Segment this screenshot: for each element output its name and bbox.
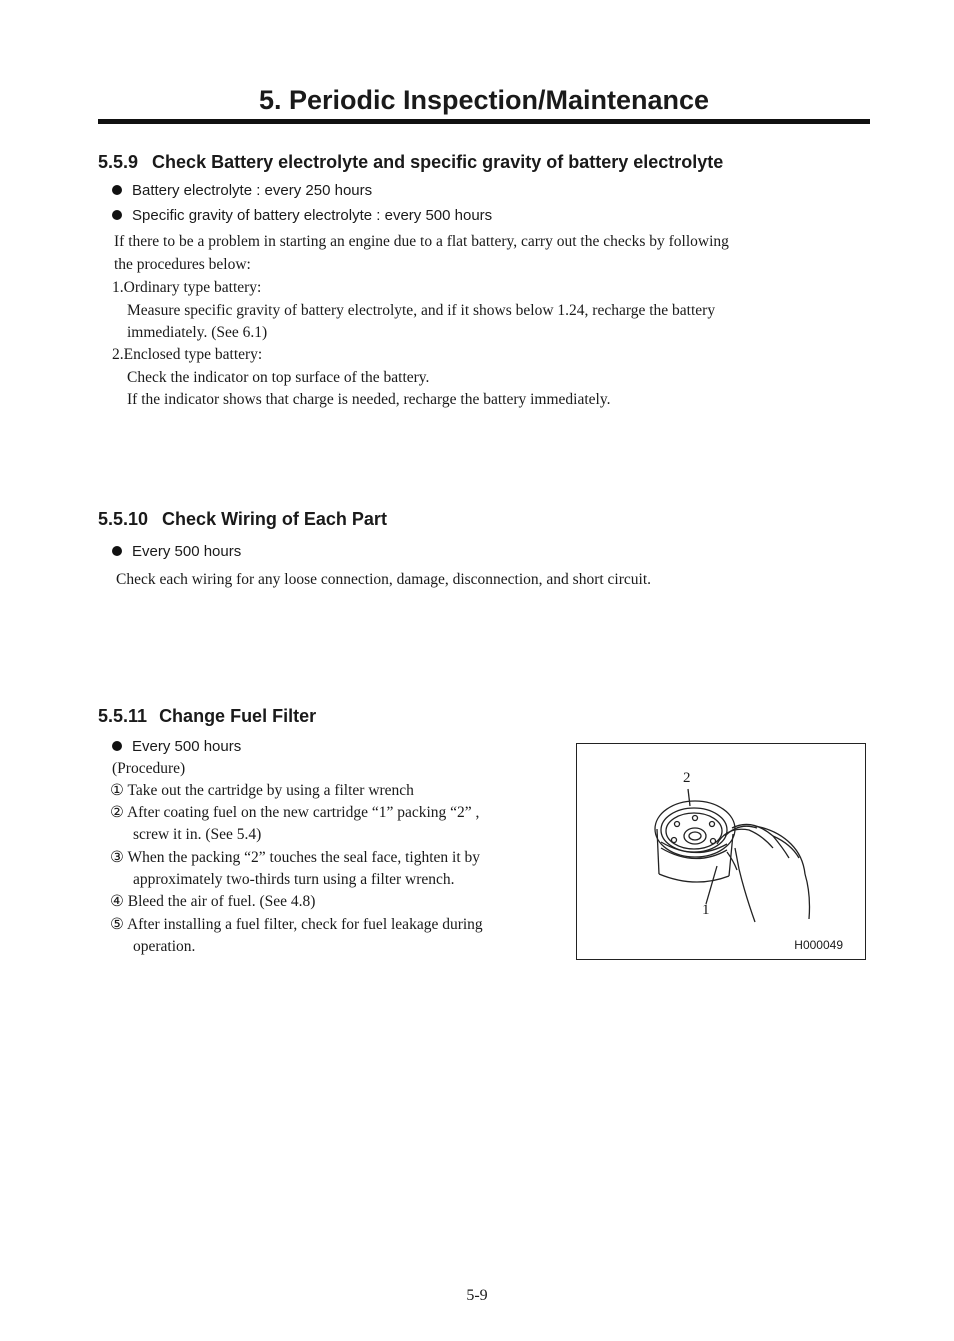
section-title: Change Fuel Filter [159, 706, 317, 726]
bullet-icon [112, 210, 122, 220]
bullet-item [112, 206, 492, 226]
section-number: 5.5.10 [98, 509, 149, 529]
title-rule [98, 119, 870, 124]
step-marker: ② [110, 804, 124, 821]
item-text: Check the indicator on top surface of the battery. [127, 369, 430, 386]
bullet-text: Battery electrolyte : every 250 hours [132, 182, 373, 199]
step-text-continued: screw it in. (See 5.4) [133, 826, 262, 843]
page-number: 5-9 [466, 1287, 488, 1304]
bullet-icon [112, 741, 122, 751]
step-2 [110, 802, 479, 825]
bullet-item [112, 542, 241, 562]
bullet-icon [112, 546, 122, 556]
fuel-filter-illustration [577, 744, 865, 959]
figure-code: H000049 [794, 938, 843, 952]
step-text: When the packing “2” touches the seal face, tighten it by [127, 849, 481, 866]
bullet-text: Every 500 hours [132, 738, 242, 755]
bullet-item [112, 737, 241, 757]
intro-line: the procedures below: [114, 256, 251, 273]
fuel-filter-figure [576, 743, 866, 960]
step-text: After coating fuel on the new cartridge “1” packing “2” , [126, 804, 480, 821]
step-text-continued: approximately two-thirds turn using a filter wrench. [133, 871, 455, 888]
section-text: Check each wiring for any loose connection, damage, disconnection, and short circuit. [116, 571, 652, 588]
figure-label-packing: 2 [683, 770, 691, 786]
bullet-text: Every 500 hours [132, 543, 242, 560]
section-title: Check Battery electrolyte and specific gravity of battery electrolyte [152, 152, 724, 172]
step-marker: ① [110, 782, 124, 799]
step-text: After installing a fuel filter, check for fuel leakage during [126, 916, 483, 933]
item-text: Measure specific gravity of battery electrolyte, and if it shows below 1.24, recharge the battery [127, 302, 716, 319]
item-text: immediately. (See 6.1) [127, 324, 268, 341]
bullet-item [112, 181, 372, 201]
section-heading-5-5-10 [98, 507, 387, 531]
step-text: Bleed the air of fuel. (See 4.8) [127, 893, 316, 910]
section-number: 5.5.11 [98, 706, 148, 726]
step-text: Take out the cartridge by using a filter wrench [127, 782, 414, 799]
step-marker: ⑤ [110, 916, 124, 933]
item-label: 1.Ordinary type battery: [112, 279, 262, 296]
bullet-text: Specific gravity of battery electrolyte : every 500 hours [132, 207, 493, 224]
bullet-icon [112, 185, 122, 195]
step-5 [110, 914, 483, 937]
procedure-label: (Procedure) [112, 760, 186, 777]
item-label: 2.Enclosed type battery: [112, 346, 263, 363]
step-text-continued: operation. [133, 938, 196, 955]
section-title: Check Wiring of Each Part [162, 509, 387, 529]
figure-label-cartridge: 1 [702, 902, 710, 918]
section-number: 5.5.9 [98, 152, 139, 172]
step-3 [110, 847, 480, 870]
item-text: If the indicator shows that charge is needed, recharge the battery immediately. [127, 391, 611, 408]
step-marker: ④ [110, 893, 124, 910]
intro-line: If there to be a problem in starting an engine due to a flat battery, carry out the checks by following [114, 233, 729, 250]
step-marker: ③ [110, 849, 124, 866]
section-heading-5-5-9 [98, 150, 723, 174]
page-title: 5. Periodic Inspection/Maintenance [258, 85, 710, 115]
section-heading-5-5-11 [98, 704, 316, 728]
step-1 [110, 780, 414, 803]
step-4 [110, 891, 315, 914]
